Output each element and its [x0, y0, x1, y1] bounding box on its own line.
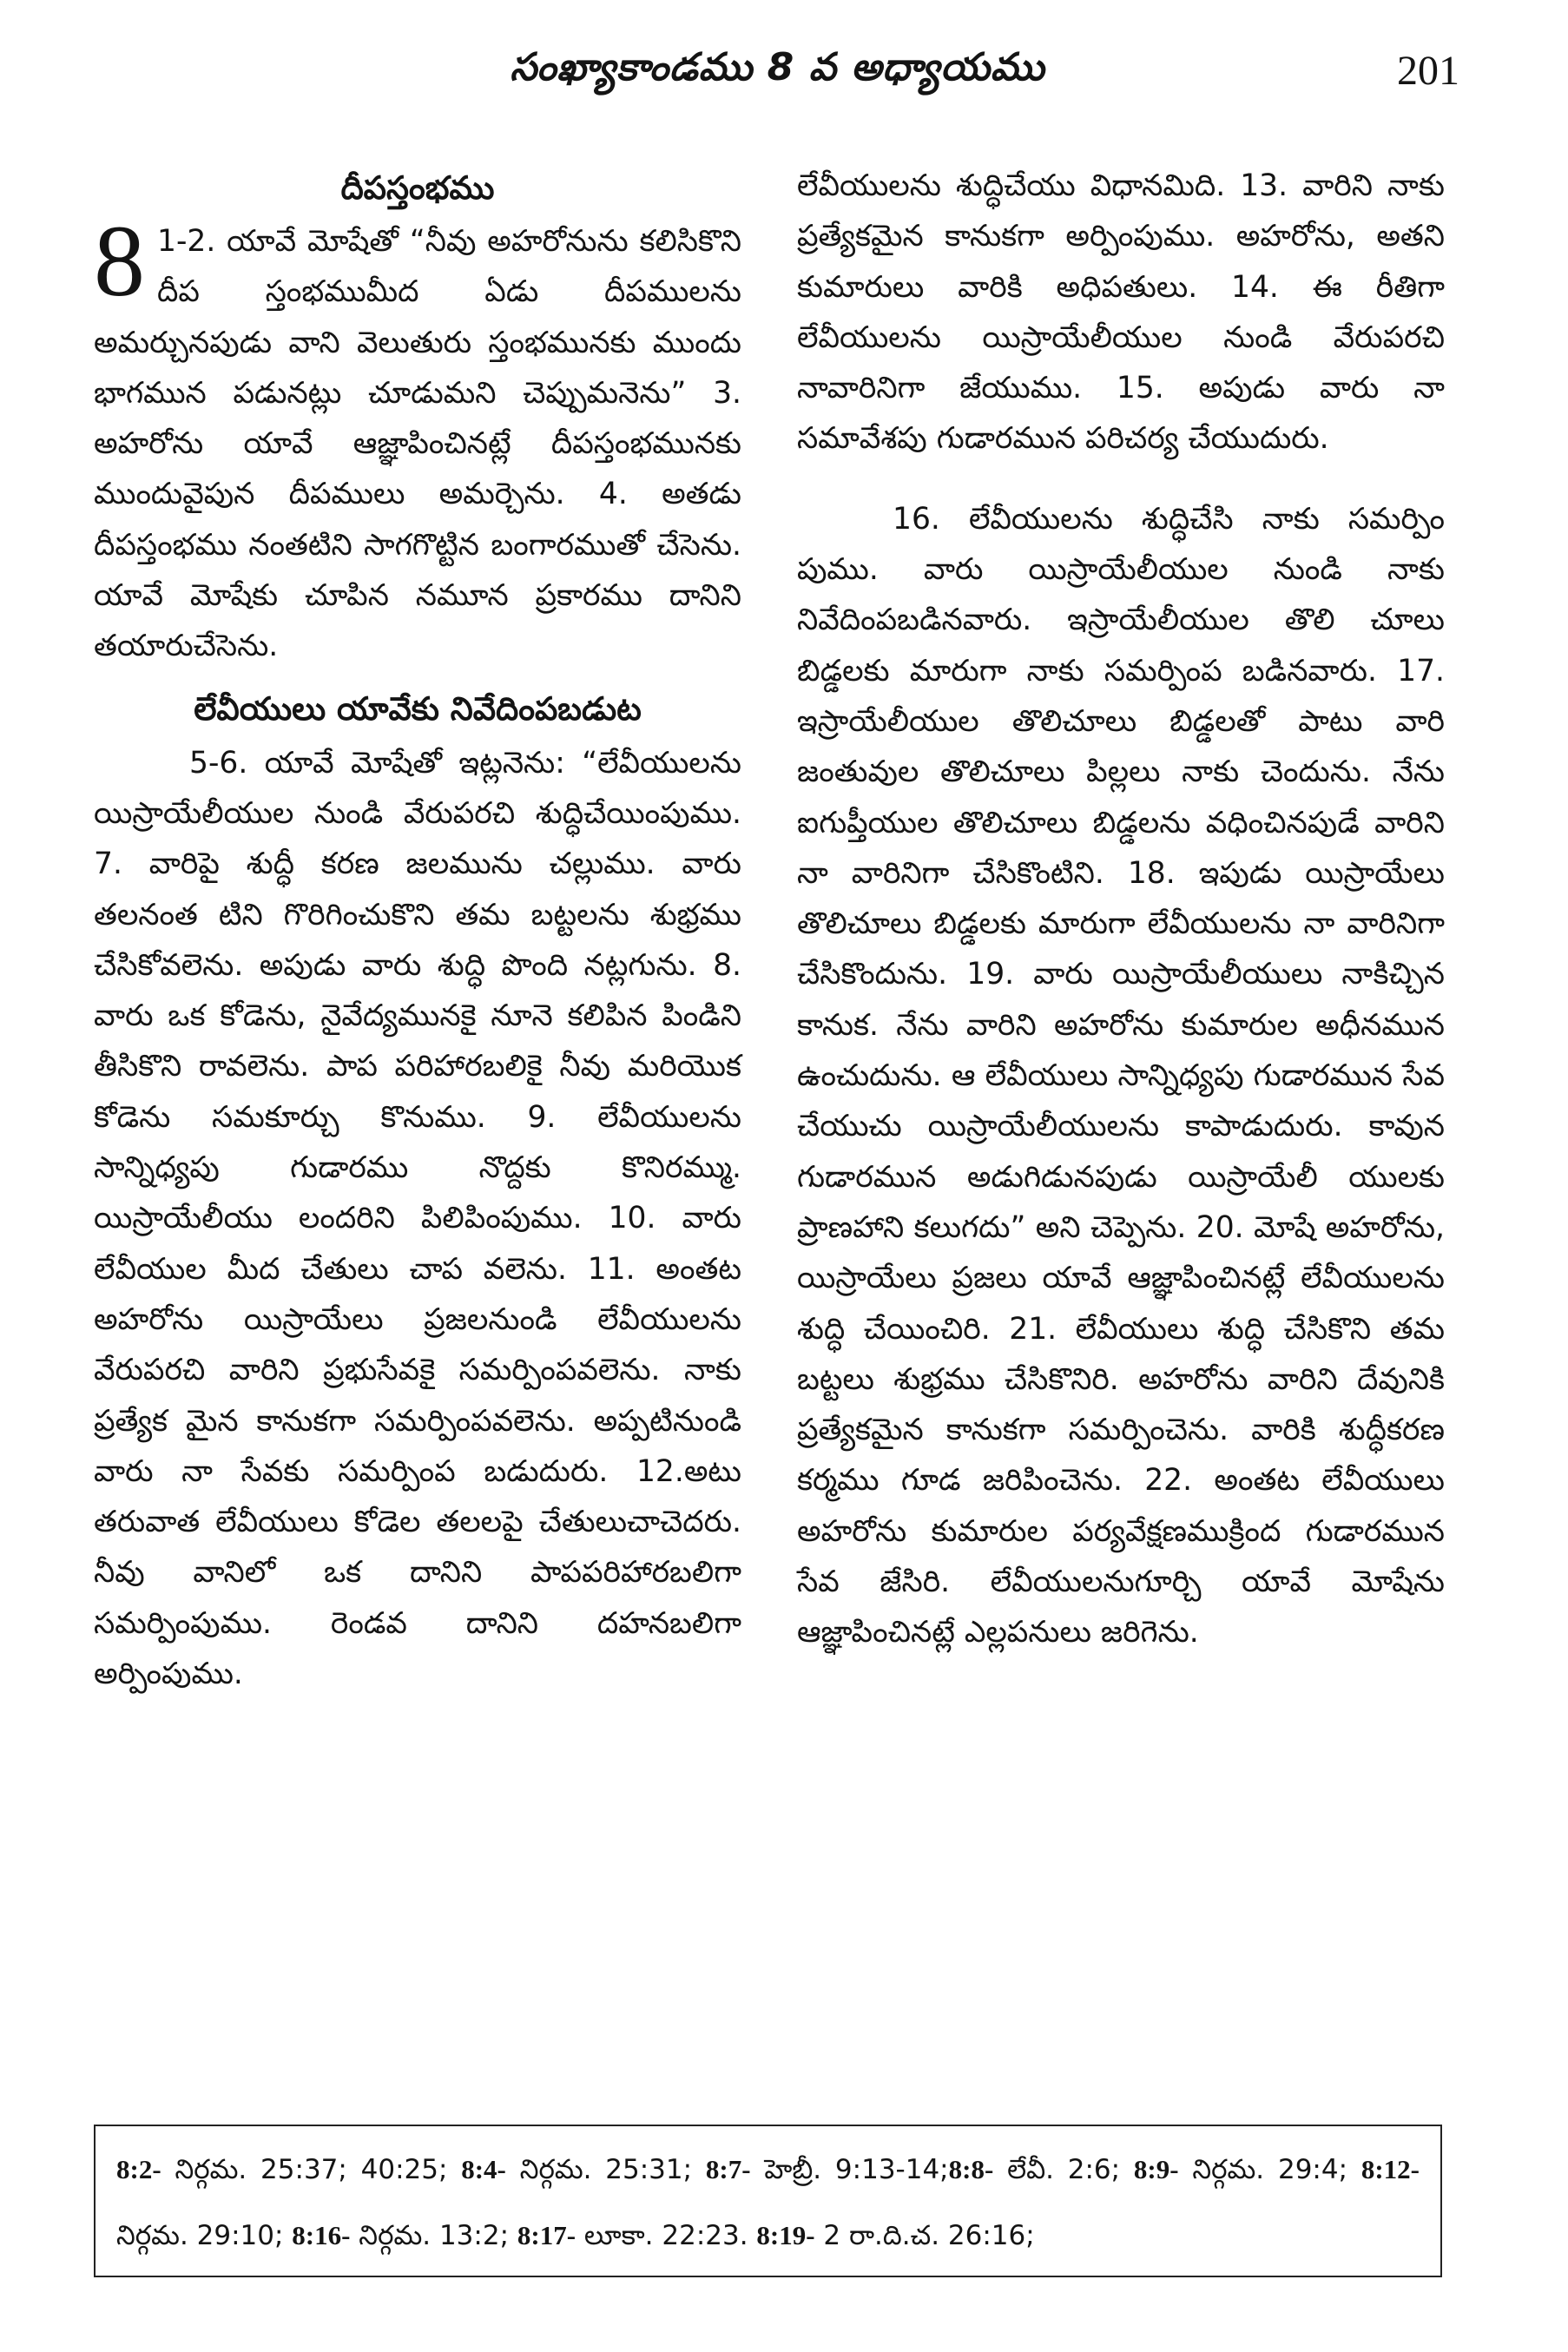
footnote-ref: 8:7- — [705, 2154, 751, 2184]
footnote-text: నిర్గమ. 13:2; — [350, 2220, 517, 2251]
footnote-text: 2 రా.ది.చ. 26:16; — [814, 2220, 1035, 2251]
left-column — [94, 161, 741, 1699]
section-heading-lampstand: దీపస్తంభము — [340, 169, 495, 207]
paragraph-gap — [797, 464, 1445, 494]
footnote-text: లూకా. 22:23. — [576, 2220, 757, 2251]
paragraph-purification: లేవీయులను శుద్ధిచేయు విధానమిది. 13. వారిని నాకు ప్రత్యేకమైన కానుకగా అర్పింపుము. అహరోను, అతని కుమారులు వారికి అధిపతులు. 14. ఈ రీతిగా లేవీయులను యిస్రాయేలీయుల నుండి వేరుపరచి నావారినిగా జేయుము. 15. అపుడు వారు నా సమావేశపు గుడారమున పరిచర్య చేయుదురు. — [797, 168, 1445, 457]
page-number: 201 — [1397, 48, 1459, 94]
paragraph-firstborn: 16. లేవీయులను శుద్ధిచేసి నాకు సమర్పిం పుము. వారు యిస్రాయేలీయుల నుండి నాకు నివేదింపబడినవారు. ఇస్రాయేలీయుల తొలి చూలు బిడ్డలకు మారుగా నాకు సమర్పింప బడినవారు. 17. ఇస్రాయేలీయుల తొలిచూలు బిడ్డలతో పాటు వారి జంతువుల తొలిచూలు పిల్లలు నాకు చెందును. నేను ఐగుప్తీయుల తొలిచూలు బిడ్డలను వధించినపుడే వారిని నా వారినిగా చేసికొంటిని. 18. ఇపుడు యిస్రాయేలు తొలిచూలు బిడ్డలకు మారుగా లేవీయులను నా వారినిగా చేసికొందును. 19. వారు యిస్రాయేలీయులు నాకిచ్చిన కానుక. నేను వారిని అహరోను కుమారుల అధీనమున ఉంచుదును. ఆ లేవీయులు సాన్నిధ్యపు గుడారమున సేవ చేయుచు యిస్రాయేలీయులను కాపాడుదురు. కావున గుడారమున అడుగిడునపుడు యిస్రాయేలీ యులకు ప్రాణహాని కలుగదు” అని చెప్పెను. 20. మోషే అహరోను, యిస్రాయేలు ప్రజలు యావే ఆజ్ఞాపించినట్లే లేవీయులను శుద్ధి చేయించిరి. 21. లేవీయులు శుద్ధి చేసికొని తమ బట్టలు శుభ్రము చేసికొనిరి. అహరోను వారిని దేవునికి ప్రత్యేకమైన కానుకగా సమర్పించెను. వారికి శుద్ధీకరణ కర్మము గూడ జరిపించెను. 22. అంతట లేవీయులు అహరోను కుమారుల పర్యవేక్షణముక్రింద గుడారమున సేవ జేసిరి. లేవీయులనుగూర్చి యావే మోషేను ఆజ్ఞాపించినట్లే ఎల్లపనులు జరిగెను. — [797, 501, 1445, 1650]
running-head — [96, 45, 1459, 106]
cross-references-box — [94, 2125, 1442, 2277]
footnote-ref: 8:19- — [756, 2220, 815, 2250]
footnote-ref: 8:2- — [116, 2154, 161, 2184]
footnote-text: నిర్గమ. 29:10; — [116, 2220, 293, 2251]
footnote-text: నిర్గమ. 29:4; — [1178, 2154, 1361, 2185]
footnote-ref: 8:16- — [292, 2220, 351, 2250]
footnote-ref: 8:17- — [517, 2220, 576, 2250]
footnote-text: నిర్గమ. 25:31; — [505, 2154, 706, 2185]
footnote-text: హెబ్రీ. 9:13-14; — [750, 2154, 949, 2185]
section-heading-levites: లేవీయులు యావేకు నివేదింపబడుట — [194, 689, 642, 728]
footnote-ref: 8:4- — [461, 2154, 506, 2184]
paragraph-lampstand — [94, 204, 741, 672]
footnote-text: లేవీ. 2:6; — [993, 2154, 1134, 2185]
footnote-ref: 8:8- — [948, 2154, 994, 2184]
running-title: సంఖ్యాకాండము 8 వ అధ్యాయము — [510, 45, 1045, 89]
chapter-number: 8 — [94, 204, 145, 318]
footnote-ref: 8:12- — [1360, 2154, 1420, 2184]
paragraph-levites: 5-6. యావే మోషేతో ఇట్లనెను: “లేవీయులను యిస్రాయేలీయుల నుండి వేరుపరచి శుద్ధిచేయింపుము. 7. వారిపై శుద్ధీ కరణ జలమును చల్లుము. వారు తలనంత టిని గొరిగించుకొని తమ బట్టలను శుభ్రము చేసికోవలెను. అపుడు వారు శుద్ధి పొంది నట్లగును. 8. వారు ఒక కోడెను, నైవేద్యమునకై నూనె కలిపిన పిండిని తీసికొని రావలెను. పాప పరిహారబలికై నీవు మరియొక కోడెను సమకూర్చు కొనుము. 9. లేవీయులను సాన్నిధ్యపు గుడారము నొద్దకు కొనిరమ్ము. యిస్రాయేలీయు లందరిని పిలిపింపుము. 10. వారు లేవీయుల మీద చేతులు చాప వలెను. 11. అంతట అహరోను యిస్రాయేలు ప్రజలనుండి లేవీయులను వేరుపరచి వారిని ప్రభుసేవకై సమర్పింపవలెను. నాకు ప్రత్యేక మైన కానుకగా సమర్పింపవలెను. అప్పటినుండి వారు నా సేవకు సమర్పింప బడుదురు. 12.అటు తరువాత లేవీయులు కోడెల తలలపై చేతులుచాచెదరు. నీవు వానిలో ఒక దానిని పాపపరిహారబలిగా సమర్పింపుము. రెండవ దానిని దహనబలిగా అర్పింపుము. — [94, 745, 741, 1692]
right-column — [797, 161, 1445, 1658]
footnote-ref: 8:9- — [1133, 2154, 1179, 2184]
paragraph-lampstand-text: 1-2. యావే మోషేతో “నీవు అహరోనును కలిసికొని దీప స్తంభముమీద ఏడు దీపములను అమర్చునపుడు వాని వెలుతురు స్తంభమునకు ముందు భాగమున పడునట్లు చూడుమని చెప్పుమనెను” 3. అహరోను యావే ఆజ్ఞాపించినట్లే దీపస్తంభమునకు ముందువైపున దీపములు అమర్చెను. 4. అతడు దీపస్తంభము నంతటిని సాగగొట్టిన బంగారముతో చేసెను. యావే మోషేకు చూపిన నమూన ప్రకారము దానిని తయారుచేసెను. — [94, 224, 741, 664]
footnote-text: నిర్గమ. 25:37; 40:25; — [161, 2154, 462, 2185]
